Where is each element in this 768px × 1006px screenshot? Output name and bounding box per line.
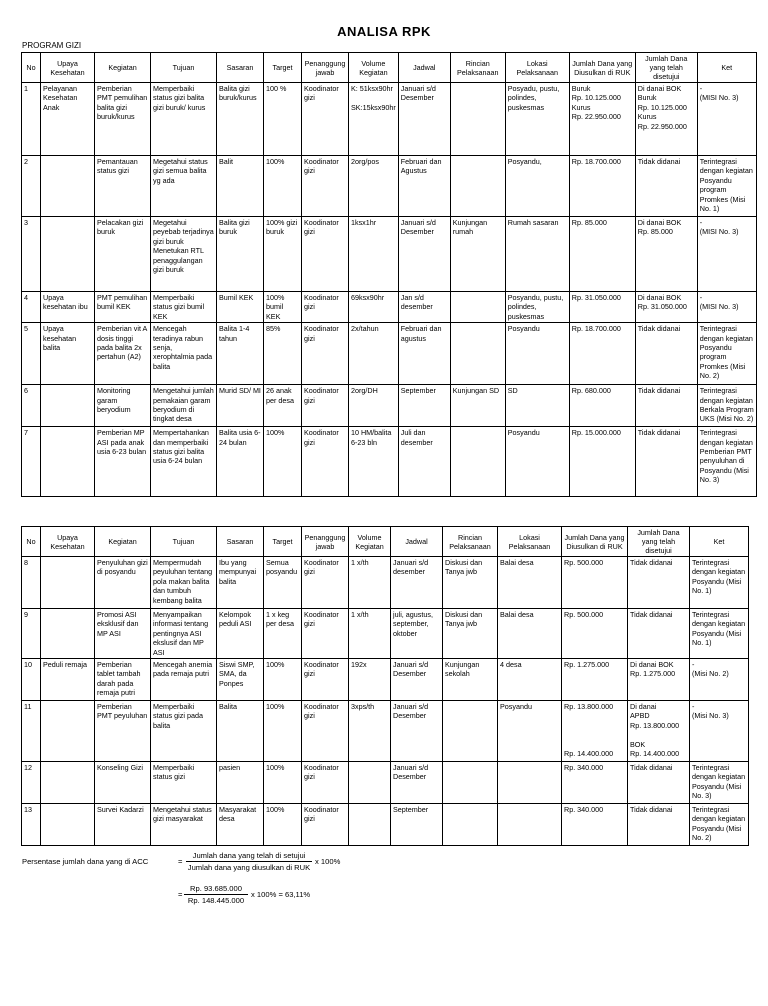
cell-target: 100% (264, 659, 302, 701)
cell-sasaran: Murid SD/ MI (217, 385, 264, 427)
program-label: PROGRAM GIZI (22, 41, 82, 50)
cell-pj: Koodinator gizi (302, 659, 349, 701)
cell-volume (349, 804, 391, 846)
cell-ket: Terintegrasi dengan kegiatan Posyandu (Misi No. 1) (690, 557, 749, 609)
cell-tujuan: Memperbaiki status gizi balita gizi buruk/ kurus (151, 83, 217, 156)
cell-volume: 10 HM/balita 6-23 bln (349, 427, 399, 497)
cell-sasaran: Balita gizi buruk/kurus (217, 83, 264, 156)
header-sasaran: Sasaran (217, 53, 264, 83)
cell-target: 100% gizi buruk (264, 217, 302, 292)
cell-upaya: Upaya kesehatan ibu (41, 292, 95, 323)
cell-tujuan: Mengetahui status gizi masyarakat (151, 804, 217, 846)
table-row (22, 762, 749, 804)
cell-jadwal: Juli dan desember (398, 427, 450, 497)
cell-sasaran: Masyarakat desa (217, 804, 264, 846)
cell-jadwal: September (398, 385, 450, 427)
cell-no: 3 (22, 217, 41, 292)
cell-jadwal: September (391, 804, 443, 846)
cell-no: 12 (22, 762, 41, 804)
header-rincian: Rincian Pelaksanaan (443, 527, 498, 557)
cell-jadwal: Januari s/d Desember (391, 762, 443, 804)
cell-pj: Koodinator gizi (302, 385, 349, 427)
cell-disetujui: Di danai BOK Rp. 85.000 (635, 217, 697, 292)
formula-denominator: Jumlah dana yang diusulkan di RUK (187, 863, 311, 872)
cell-ruk: Rp. 15.000.000 (569, 427, 635, 497)
formula-fraction-text (186, 851, 312, 872)
cell-no: 9 (22, 609, 41, 659)
cell-ruk: Rp. 340.000 (562, 762, 628, 804)
cell-kegiatan: Pemberian MP ASI pada anak usia 6-23 bulan (95, 427, 151, 497)
header-kegiatan: Kegiatan (95, 527, 151, 557)
cell-rincian (450, 427, 505, 497)
cell-tujuan: Mencegah anemia pada remaja putri (151, 659, 217, 701)
header-ruk: Jumlah Dana yang Diusulkan di RUK (562, 527, 628, 557)
formula-result: x 100% = 63,11% (251, 890, 311, 899)
cell-ruk: Rp. 500.000 (562, 557, 628, 609)
cell-upaya (41, 217, 95, 292)
cell-kegiatan: PMT pemulihan bumil KEK (95, 292, 151, 323)
cell-ket: Terintegrasi dengan kegiatan Posyandu program Promkes (Misi No. 1) (697, 156, 756, 217)
cell-upaya (41, 701, 95, 762)
cell-kegiatan: Pemantauan status gizi (95, 156, 151, 217)
cell-ruk: Rp. 31.050.000 (569, 292, 635, 323)
cell-tujuan: Mempertahankan dan memperbaiki status gizi balita usia 6-24 bulan (151, 427, 217, 497)
formula-den-value: Rp. 148.445.000 (187, 896, 245, 905)
table-row (22, 156, 757, 217)
cell-lokasi: 4 desa (498, 659, 562, 701)
cell-tujuan: Megetahui status gizi semua balita yg ada (151, 156, 217, 217)
formula-fraction-values (184, 884, 248, 905)
cell-disetujui: Tidak didanai (635, 156, 697, 217)
cell-disetujui: Di danai APBD Rp. 13.800.000 BOK Rp. 14.400.000 (628, 701, 690, 762)
table-row (22, 217, 757, 292)
cell-kegiatan: Pemberian vit A dosis tinggi pada balita 2x pertahun (A2) (95, 323, 151, 385)
cell-pj: Koodinator gizi (302, 292, 349, 323)
cell-kegiatan: Pemberian PMT pemulihan balita gizi buruk/kurus (95, 83, 151, 156)
cell-lokasi: Posyadu, pustu, polindes, puskesmas (505, 83, 569, 156)
cell-disetujui: Di danai BOK Rp. 31.050.000 (635, 292, 697, 323)
cell-jadwal: Januari s/d Desember (391, 659, 443, 701)
cell-jadwal: Januari s/d Desember (398, 217, 450, 292)
header-ruk: Jumlah Dana yang Diusulkan di RUK (569, 53, 635, 83)
cell-volume: 1ksx1hr (349, 217, 399, 292)
cell-no: 6 (22, 385, 41, 427)
cell-upaya (41, 427, 95, 497)
cell-upaya: Peduli remaja (41, 659, 95, 701)
cell-tujuan: Megetahui peyebab terjadinya gizi buruk Menetukan RTL penaggulangan gizi buruk (151, 217, 217, 292)
header-pj: Penanggung jawab (302, 53, 349, 83)
cell-target: 100 % (264, 83, 302, 156)
cell-sasaran: Balita 1-4 tahun (217, 323, 264, 385)
header-no: No (22, 527, 41, 557)
cell-ruk: Rp. 13.800.000 Rp. 14.400.000 (562, 701, 628, 762)
cell-volume (349, 762, 391, 804)
cell-ruk: Rp. 18.700.000 (569, 323, 635, 385)
cell-target: 100% (264, 762, 302, 804)
table-row (22, 83, 757, 156)
cell-rincian: Kunjungan rumah (450, 217, 505, 292)
cell-ket: Terintegrasi dengan kegiatan Berkala Program UKS (Misi No. 2) (697, 385, 756, 427)
cell-upaya (41, 609, 95, 659)
cell-ruk: Buruk Rp. 10.125.000 Kurus Rp. 22.950.000 (569, 83, 635, 156)
cell-volume: 2org/pos (349, 156, 399, 217)
cell-ruk: Rp. 18.700.000 (569, 156, 635, 217)
header-rincian: Rincian Pelaksanaan (450, 53, 505, 83)
cell-pj: Koodinator gizi (302, 156, 349, 217)
cell-kegiatan: Monitoring garam beryodium (95, 385, 151, 427)
header-upaya: Upaya Kesehatan (41, 53, 95, 83)
rpk-table-2 (21, 526, 749, 846)
header-disetujui: Jumlah Dana yang telah disetujui (635, 53, 697, 83)
header-ket: Ket (690, 527, 749, 557)
cell-volume: K: 51ksx90hr SK:15ksx90hr (349, 83, 399, 156)
header-lokasi: Lokasi Pelaksanaan (498, 527, 562, 557)
cell-ket: Terintegrasi dengan kegiatan Posyandu program Promkes (Misi No. 2) (697, 323, 756, 385)
cell-rincian: Kunjungan SD (450, 385, 505, 427)
cell-lokasi: Balai desa (498, 609, 562, 659)
table-row (22, 804, 749, 846)
cell-upaya (41, 762, 95, 804)
cell-lokasi (498, 804, 562, 846)
table-row (22, 659, 749, 701)
cell-ruk: Rp. 500.000 (562, 609, 628, 659)
cell-rincian (450, 292, 505, 323)
cell-pj: Koodinator gizi (302, 804, 349, 846)
table-row (22, 701, 749, 762)
cell-target: 100% (264, 804, 302, 846)
cell-ket: - (Misi No. 2) (690, 659, 749, 701)
cell-tujuan: Mencegah teradinya rabun senja, xerophtalmia pada balita (151, 323, 217, 385)
cell-lokasi: Posyandu, pustu, polindes, puskesmas (505, 292, 569, 323)
cell-disetujui: Tidak didanai (628, 762, 690, 804)
cell-sasaran: pasien (217, 762, 264, 804)
cell-disetujui: Tidak didanai (635, 323, 697, 385)
cell-no: 1 (22, 83, 41, 156)
cell-tujuan: Memperbaiki status gizi (151, 762, 217, 804)
header-volume: Volume Kegiatan (349, 53, 399, 83)
cell-kegiatan: Pemberian tablet tambah darah pada remaja putri (95, 659, 151, 701)
header-disetujui: Jumlah Dana yang telah disetujui (628, 527, 690, 557)
cell-sasaran: Siswi SMP, SMA, da Ponpes (217, 659, 264, 701)
cell-no: 7 (22, 427, 41, 497)
cell-sasaran: Bumil KEK (217, 292, 264, 323)
header-target: Target (264, 527, 302, 557)
cell-target: 100% (264, 427, 302, 497)
cell-tujuan: Memperbaiki status gizi bumil KEK (151, 292, 217, 323)
table-row (22, 609, 749, 659)
cell-rincian (450, 83, 505, 156)
cell-pj: Koodinator gizi (302, 609, 349, 659)
cell-kegiatan: Pemberian PMT peyuluhan (95, 701, 151, 762)
cell-upaya: Pelayanan Kesehatan Anak (41, 83, 95, 156)
cell-target: 100% (264, 156, 302, 217)
formula-num-value: Rp. 93.685.000 (190, 884, 242, 893)
table-header-row (22, 527, 749, 557)
cell-rincian (450, 156, 505, 217)
cell-tujuan: Mempermudah peyuluhan tentang pola makan balita dan tumbuh kembang balita (151, 557, 217, 609)
header-jadwal: Jadwal (391, 527, 443, 557)
cell-no: 13 (22, 804, 41, 846)
cell-tujuan: Mengetahui jumlah pemakaian garam beryodium di tingkat desa (151, 385, 217, 427)
cell-lokasi: Posyandu, (505, 156, 569, 217)
cell-kegiatan: Pelacakan gizi buruk (95, 217, 151, 292)
cell-lokasi: SD (505, 385, 569, 427)
cell-kegiatan: Penyuluhan gizi di posyandu (95, 557, 151, 609)
cell-pj: Koodinator gizi (302, 701, 349, 762)
header-tujuan: Tujuan (151, 53, 217, 83)
cell-no: 10 (22, 659, 41, 701)
cell-sasaran: Ibu yang mempunyai balita (217, 557, 264, 609)
cell-disetujui: Tidak didanai (628, 609, 690, 659)
cell-disetujui: Tidak didanai (635, 385, 697, 427)
cell-jadwal: Februari dan Agustus (398, 156, 450, 217)
cell-target: Semua posyandu (264, 557, 302, 609)
page-title: ANALISA RPK (337, 24, 431, 39)
header-pj: Penanggung jawab (302, 527, 349, 557)
header-no: No (22, 53, 41, 83)
cell-ket: - (MISI No. 3) (697, 292, 756, 323)
cell-jadwal: juli, agustus, september, oktober (391, 609, 443, 659)
rpk-table-1 (21, 52, 757, 497)
cell-volume: 192x (349, 659, 391, 701)
table-row (22, 323, 757, 385)
cell-ruk: Rp. 340.000 (562, 804, 628, 846)
cell-volume: 2x/tahun (349, 323, 399, 385)
header-lokasi: Lokasi Pelaksanaan (505, 53, 569, 83)
cell-pj: Koodinator gizi (302, 427, 349, 497)
cell-sasaran: Balita (217, 701, 264, 762)
table-row (22, 557, 749, 609)
header-ket: Ket (697, 53, 756, 83)
cell-target: 100% (264, 701, 302, 762)
cell-kegiatan: Survei Kadarzi (95, 804, 151, 846)
cell-sasaran: Balita gizi buruk (217, 217, 264, 292)
cell-ket: - (Misi No. 3) (690, 701, 749, 762)
cell-lokasi: Rumah sasaran (505, 217, 569, 292)
cell-upaya (41, 804, 95, 846)
cell-no: 4 (22, 292, 41, 323)
cell-sasaran: Kelompok peduli ASI (217, 609, 264, 659)
header-upaya: Upaya Kesehatan (41, 527, 95, 557)
cell-jadwal: Januari s/d Desember (391, 701, 443, 762)
cell-rincian: Kunjungan sekolah (443, 659, 498, 701)
cell-target: 100% bumil KEK (264, 292, 302, 323)
cell-jadwal: Februari dan agustus (398, 323, 450, 385)
cell-rincian (443, 804, 498, 846)
cell-ket: Terintegrasi dengan kegiatan Posyandu (Misi No. 3) (690, 762, 749, 804)
cell-jadwal: Januari s/d Desember (398, 83, 450, 156)
header-volume: Volume Kegiatan (349, 527, 391, 557)
cell-volume: 3xps/th (349, 701, 391, 762)
table-row (22, 385, 757, 427)
table-header-row (22, 53, 757, 83)
table-row (22, 427, 757, 497)
cell-disetujui: Di danai BOK Buruk Rp. 10.125.000 Kurus Rp. 22.950.000 (635, 83, 697, 156)
cell-no: 8 (22, 557, 41, 609)
cell-upaya (41, 385, 95, 427)
cell-rincian (443, 762, 498, 804)
cell-lokasi: Balai desa (498, 557, 562, 609)
cell-lokasi: Posyandu (505, 323, 569, 385)
header-sasaran: Sasaran (217, 527, 264, 557)
cell-ruk: Rp. 680.000 (569, 385, 635, 427)
cell-rincian: Diskusi dan Tanya jwb (443, 557, 498, 609)
header-jadwal: Jadwal (398, 53, 450, 83)
cell-pj: Koodinator gizi (302, 83, 349, 156)
header-tujuan: Tujuan (151, 527, 217, 557)
cell-pj: Koodinator gizi (302, 557, 349, 609)
cell-no: 11 (22, 701, 41, 762)
cell-lokasi (498, 762, 562, 804)
cell-rincian: Diskusi dan Tanya jwb (443, 609, 498, 659)
cell-volume: 69ksx90hr (349, 292, 399, 323)
cell-jadwal: Jan s/d desember (398, 292, 450, 323)
cell-disetujui: Tidak didanai (628, 804, 690, 846)
cell-tujuan: Memperbaiki status gizi pada balita (151, 701, 217, 762)
formula-equals-2: = (178, 890, 183, 899)
formula-equals-1: = (178, 857, 183, 866)
cell-no: 2 (22, 156, 41, 217)
cell-ket: Terintegrasi dengan kegiatan Posyandu (Misi No. 2) (690, 804, 749, 846)
cell-volume: 1 x/th (349, 557, 391, 609)
cell-tujuan: Menyampaikan informasi tentang pentingnya ASI ekslusif dan MP ASI (151, 609, 217, 659)
cell-disetujui: Di danai BOK Rp. 1.275.000 (628, 659, 690, 701)
cell-upaya: Upaya kesehatan balita (41, 323, 95, 385)
header-kegiatan: Kegiatan (95, 53, 151, 83)
cell-ket: Terintegrasi dengan kegiatan Posyandu (Misi No. 1) (690, 609, 749, 659)
cell-no: 5 (22, 323, 41, 385)
cell-upaya (41, 156, 95, 217)
cell-pj: Koodinator gizi (302, 323, 349, 385)
cell-disetujui: Tidak didanai (628, 557, 690, 609)
cell-volume: 2org/DH (349, 385, 399, 427)
cell-ruk: Rp. 1.275.000 (562, 659, 628, 701)
formula-multiplier: x 100% (315, 857, 341, 866)
table-row (22, 292, 757, 323)
cell-ket: - (MISI No. 3) (697, 83, 756, 156)
cell-target: 26 anak per desa (264, 385, 302, 427)
cell-lokasi: Posyandu (498, 701, 562, 762)
cell-target: 85% (264, 323, 302, 385)
formula-label: Persentase jumlah dana yang di ACC (22, 857, 149, 866)
cell-pj: Koodinator gizi (302, 762, 349, 804)
cell-ket: - (MISI No. 3) (697, 217, 756, 292)
cell-volume: 1 x/th (349, 609, 391, 659)
cell-sasaran: Balit (217, 156, 264, 217)
cell-lokasi: Posyandu (505, 427, 569, 497)
cell-pj: Koodinator gizi (302, 217, 349, 292)
cell-ruk: Rp. 85.000 (569, 217, 635, 292)
cell-ket: Terintegrasi dengan kegiatan Pemberian PMT penyuluhan di Posyandu (Misi No. 3) (697, 427, 756, 497)
cell-sasaran: Balita usia 6-24 bulan (217, 427, 264, 497)
formula-numerator: Jumlah dana yang telah di setujui (192, 851, 306, 860)
cell-rincian (443, 701, 498, 762)
cell-target: 1 x keg per desa (264, 609, 302, 659)
cell-kegiatan: Konseling Gizi (95, 762, 151, 804)
cell-disetujui: Tidak didanai (635, 427, 697, 497)
cell-jadwal: Januari s/d desember (391, 557, 443, 609)
cell-upaya (41, 557, 95, 609)
cell-kegiatan: Promosi ASI eksklusif dan MP ASI (95, 609, 151, 659)
header-target: Target (264, 53, 302, 83)
cell-rincian (450, 323, 505, 385)
